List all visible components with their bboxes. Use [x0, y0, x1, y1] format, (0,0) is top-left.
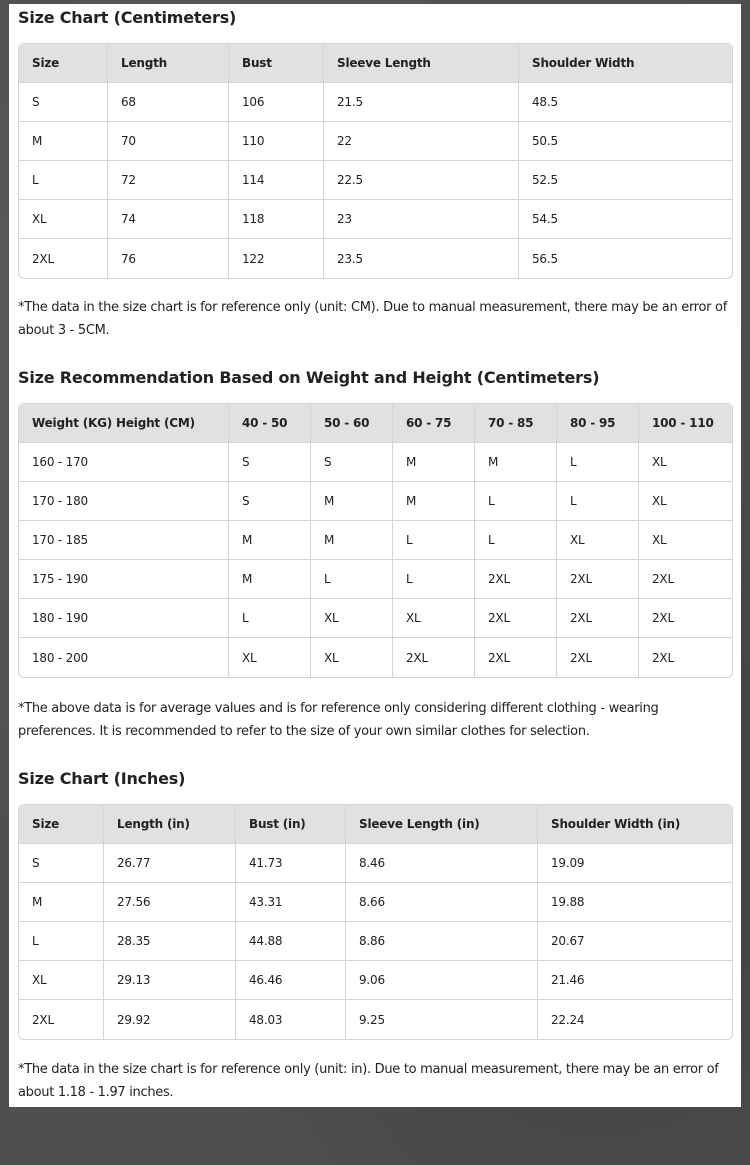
table-row — [19, 239, 732, 278]
table-cell: 8.46 — [346, 844, 538, 883]
table-cell: XL — [19, 200, 108, 239]
table-cell: 2XL — [19, 239, 108, 278]
table-cell: 68 — [108, 83, 229, 122]
table-cell: 28.35 — [104, 922, 236, 961]
table-cell: M — [19, 122, 108, 161]
table-cell: 72 — [108, 161, 229, 200]
table-row — [19, 521, 732, 560]
table-header-row — [19, 805, 732, 844]
table-row — [19, 83, 732, 122]
table-cell: 110 — [229, 122, 324, 161]
table-row — [19, 883, 732, 922]
column-header: Bust (in) — [236, 805, 346, 844]
table-cell: 19.88 — [538, 883, 732, 922]
table-cell: 50.5 — [519, 122, 732, 161]
table-cell: L — [475, 521, 557, 560]
column-header: Length — [108, 44, 229, 83]
table-header-row — [19, 404, 732, 443]
table-cell: 46.46 — [236, 961, 346, 1000]
table-cell: 2XL — [557, 560, 639, 599]
table-cell: L — [393, 521, 475, 560]
in-chart-title: Size Chart (Inches) — [18, 769, 186, 788]
table-cell: S — [19, 844, 104, 883]
column-header: Weight (KG) Height (CM) — [19, 404, 229, 443]
table-cell: 54.5 — [519, 200, 732, 239]
column-header: Length (in) — [104, 805, 236, 844]
cm-chart-title: Size Chart (Centimeters) — [18, 8, 237, 27]
table-cell: XL — [639, 521, 732, 560]
table-cell: L — [19, 161, 108, 200]
table-cell: 56.5 — [519, 239, 732, 278]
table-cell: M — [311, 482, 393, 521]
table-cell: 48.03 — [236, 1000, 346, 1039]
table-cell: 2XL — [19, 1000, 104, 1039]
column-header: Shoulder Width (in) — [538, 805, 732, 844]
table-cell: XL — [639, 443, 732, 482]
table-cell: 20.67 — [538, 922, 732, 961]
table-cell: 23.5 — [324, 239, 519, 278]
table-cell: 118 — [229, 200, 324, 239]
recommendation-table — [18, 403, 733, 678]
table-cell: 29.13 — [104, 961, 236, 1000]
table-cell: M — [229, 521, 311, 560]
table-cell: 106 — [229, 83, 324, 122]
table-cell: 43.31 — [236, 883, 346, 922]
table-row — [19, 922, 732, 961]
table-cell: 21.5 — [324, 83, 519, 122]
in-chart-note: *The data in the size chart is for reference only (unit: in). Due to manual measurement, there may be an error of about 1.18 - 1.97 inches. — [18, 1062, 719, 1100]
table-cell: S — [229, 443, 311, 482]
column-header: 80 - 95 — [557, 404, 639, 443]
table-cell: XL — [311, 638, 393, 677]
table-cell: 2XL — [639, 560, 732, 599]
column-header: Size — [19, 44, 108, 83]
table-cell: M — [393, 443, 475, 482]
table-cell: 2XL — [393, 638, 475, 677]
table-cell: 9.06 — [346, 961, 538, 1000]
column-header: 100 - 110 — [639, 404, 732, 443]
table-cell: 170 - 180 — [19, 482, 229, 521]
table-cell: 26.77 — [104, 844, 236, 883]
table-cell: XL — [311, 599, 393, 638]
table-cell: 2XL — [557, 599, 639, 638]
table-cell: 44.88 — [236, 922, 346, 961]
column-header: 70 - 85 — [475, 404, 557, 443]
table-cell: L — [475, 482, 557, 521]
table-cell: 21.46 — [538, 961, 732, 1000]
table-cell: L — [311, 560, 393, 599]
table-cell: 2XL — [639, 599, 732, 638]
table-row — [19, 599, 732, 638]
table-cell: XL — [229, 638, 311, 677]
column-header: Bust — [229, 44, 324, 83]
column-header: Shoulder Width — [519, 44, 732, 83]
table-cell: M — [475, 443, 557, 482]
table-cell: L — [229, 599, 311, 638]
table-cell: 8.86 — [346, 922, 538, 961]
table-row — [19, 482, 732, 521]
table-row — [19, 961, 732, 1000]
column-header: 50 - 60 — [311, 404, 393, 443]
table-cell: 180 - 190 — [19, 599, 229, 638]
table-cell: 22 — [324, 122, 519, 161]
table-cell: 74 — [108, 200, 229, 239]
table-row — [19, 443, 732, 482]
table-row — [19, 161, 732, 200]
table-cell: 48.5 — [519, 83, 732, 122]
table-cell: 114 — [229, 161, 324, 200]
table-cell: 8.66 — [346, 883, 538, 922]
table-cell: 52.5 — [519, 161, 732, 200]
recommendation-note: *The above data is for average values and is for reference only considering different clothing - wearing preferences. It is recommended to refer to the size of your own similar clothes for selection. — [18, 701, 659, 739]
table-cell: M — [229, 560, 311, 599]
table-cell: 23 — [324, 200, 519, 239]
table-cell: 122 — [229, 239, 324, 278]
table-cell: XL — [393, 599, 475, 638]
table-cell: 41.73 — [236, 844, 346, 883]
table-cell: M — [19, 883, 104, 922]
table-cell: 170 - 185 — [19, 521, 229, 560]
table-cell: L — [557, 482, 639, 521]
table-cell: L — [19, 922, 104, 961]
table-cell: 76 — [108, 239, 229, 278]
table-cell: 9.25 — [346, 1000, 538, 1039]
table-cell: 2XL — [475, 599, 557, 638]
table-cell: 2XL — [475, 560, 557, 599]
table-cell: 2XL — [475, 638, 557, 677]
table-cell: L — [393, 560, 475, 599]
table-cell: XL — [639, 482, 732, 521]
table-row — [19, 560, 732, 599]
table-cell: S — [311, 443, 393, 482]
table-cell: 22.24 — [538, 1000, 732, 1039]
recommendation-title: Size Recommendation Based on Weight and Height (Centimeters) — [18, 368, 600, 387]
cm-size-table — [18, 43, 733, 279]
table-cell: 27.56 — [104, 883, 236, 922]
table-cell: L — [557, 443, 639, 482]
in-size-table — [18, 804, 733, 1040]
table-cell: XL — [557, 521, 639, 560]
table-cell: 2XL — [639, 638, 732, 677]
table-row — [19, 200, 732, 239]
table-header-row — [19, 44, 732, 83]
table-cell: M — [393, 482, 475, 521]
table-row — [19, 122, 732, 161]
table-cell: 22.5 — [324, 161, 519, 200]
column-header: 40 - 50 — [229, 404, 311, 443]
table-cell: 70 — [108, 122, 229, 161]
cm-chart-note: *The data in the size chart is for reference only (unit: CM). Due to manual measurement, there may be an error of about 3 - 5CM. — [18, 300, 727, 338]
table-cell: 175 - 190 — [19, 560, 229, 599]
table-cell: 180 - 200 — [19, 638, 229, 677]
table-cell: 160 - 170 — [19, 443, 229, 482]
column-header: 60 - 75 — [393, 404, 475, 443]
table-cell: 2XL — [557, 638, 639, 677]
column-header: Size — [19, 805, 104, 844]
table-row — [19, 844, 732, 883]
table-cell: 19.09 — [538, 844, 732, 883]
table-cell: S — [229, 482, 311, 521]
table-row — [19, 638, 732, 677]
column-header: Sleeve Length — [324, 44, 519, 83]
size-guide-card — [9, 4, 741, 1107]
table-cell: S — [19, 83, 108, 122]
column-header: Sleeve Length (in) — [346, 805, 538, 844]
table-row — [19, 1000, 732, 1039]
table-cell: XL — [19, 961, 104, 1000]
table-cell: 29.92 — [104, 1000, 236, 1039]
table-cell: M — [311, 521, 393, 560]
